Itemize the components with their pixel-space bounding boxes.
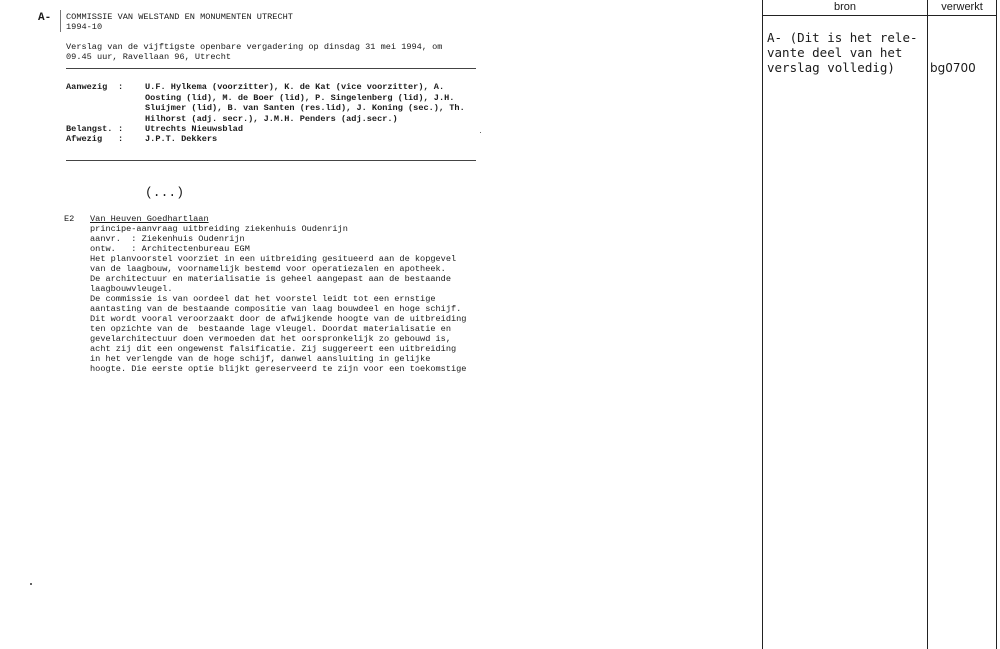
column-header-verwerkt: verwerkt [941, 1, 983, 13]
intro-line: Verslag van de vijftigste openbare vergadering op dinsdag 31 mei 1994, om [66, 42, 443, 52]
belangst-colon: : [118, 124, 124, 134]
source-note-line: verslag volledig) [767, 60, 895, 75]
afwezig-label: Afwezig [66, 134, 103, 144]
aanwezig-line: U.F. Hylkema (voorzitter), K. de Kat (vice voorzitter), A. [145, 82, 445, 92]
item-line: De architectuur en materialisatie is geheel aangepast aan de bestaande [90, 274, 451, 284]
item-line: Het planvoorstel voorziet in een uitbreiding gesitueerd aan de kopgevel [90, 254, 457, 264]
aanwezig-label: Aanwezig [66, 82, 108, 92]
belangst-value: Utrechts Nieuwsblad [145, 124, 243, 134]
item-line: van de laagbouw, voornamelijk bestemd voor operatiezalen en apotheek. [90, 264, 446, 274]
item-line: ten opzichte van de bestaande lage vleugel. Doordat materialisatie en [90, 324, 451, 334]
panel-border-left [762, 0, 763, 649]
aanwezig-line: Hilhorst (adj. secr.), J.M.H. Penders (adj.secr.) [145, 113, 398, 124]
intro-line: 09.45 uur, Ravellaan 96, Utrecht [66, 52, 232, 62]
header-reference: 1994-10 [66, 22, 103, 32]
afwezig-colon: : [118, 134, 124, 144]
item-title: Van Heuven Goedhartlaan [90, 214, 209, 224]
separator-line [66, 160, 476, 161]
aanwezig-line: Sluijmer (lid), B. van Santen (res.lid), J. Koning (sec.), Th. [145, 103, 465, 113]
source-note [767, 30, 918, 75]
item-line: principe-aanvraag uitbreiding ziekenhuis Oudenrijn [90, 224, 348, 234]
header-organisation: COMMISSIE VAN WELSTAND EN MONUMENTEN UTRECHT [66, 12, 293, 22]
item-line: aantasting van de bestaande compositie van laag bouwdeel en hoge schijf. [90, 304, 462, 314]
column-header-bron: bron [833, 1, 857, 13]
processed-code: bg0700 [930, 61, 976, 75]
scan-speck [30, 583, 32, 585]
source-note-line: vante deel van het [767, 45, 903, 60]
header-divider [60, 10, 61, 32]
panel-header-rule [762, 15, 996, 16]
item-line: gevelarchitectuur doen vermoeden dat het oorspronkelijk zo gebouwd is, [90, 334, 451, 344]
omission-marker: (...) [145, 185, 185, 200]
item-line: aanvr. : Ziekenhuis Oudenrijn [90, 234, 245, 244]
item-line: hoogte. Die eerste optie blijkt gereserveerd te zijn voor een toekomstige [90, 364, 467, 374]
item-line: De commissie is van oordeel dat het voorstel leidt tot een ernstige [90, 294, 436, 304]
afwezig-value: J.P.T. Dekkers [145, 134, 218, 144]
scan-speck [480, 132, 481, 133]
belangst-label: Belangst. [66, 124, 113, 134]
panel-border-right [996, 0, 997, 649]
item-line: laagbouwvleugel. [90, 284, 173, 294]
item-number: E2 [64, 214, 75, 224]
document-marker: A- [38, 12, 52, 24]
panel-column-divider [927, 0, 928, 649]
aanwezig-line: Oosting (lid), M. de Boer (lid), P. Singelenberg (lid), J.H. [145, 92, 455, 103]
item-line: acht zij dit een ongewenst falsificatie. Zij suggereert een uitbreiding [90, 344, 457, 354]
aanwezig-colon: : [118, 82, 124, 92]
item-line: ontw. : Architectenbureau EGM [90, 244, 250, 254]
source-note-line: A- (Dit is het rele- [767, 30, 918, 45]
separator-line [66, 68, 476, 69]
item-line: in het verlengde van de hoge schijf, danwel aansluiting in gelijke [90, 354, 431, 364]
item-line: Dit wordt vooral veroorzaakt door de afwijkende hoogte van de uitbreiding [90, 314, 467, 324]
